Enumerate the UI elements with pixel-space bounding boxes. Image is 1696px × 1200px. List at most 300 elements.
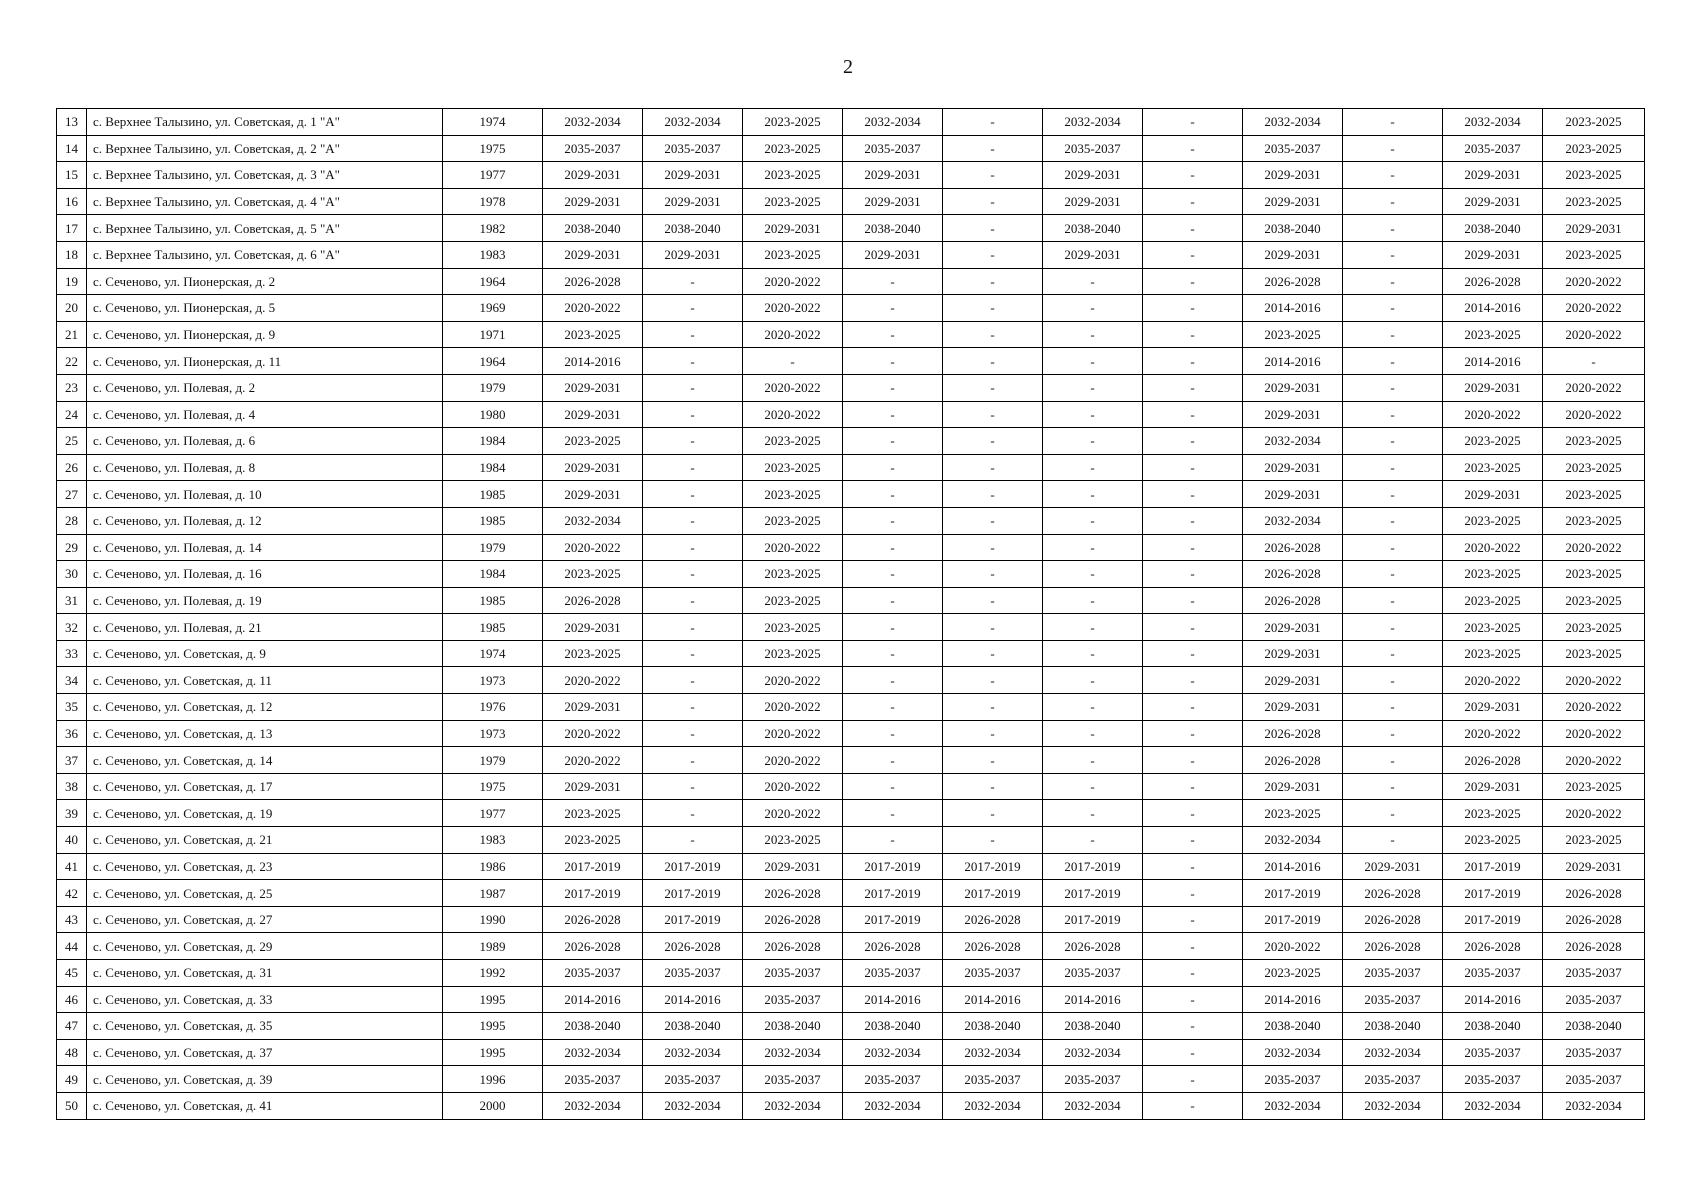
address-cell: с. Сеченово, ул. Советская, д. 14 (87, 747, 443, 774)
period-cell-10: 2029-2031 (1443, 374, 1543, 401)
build-year-cell: 1990 (443, 906, 543, 933)
row-number-cell: 22 (57, 348, 87, 375)
period-cell-10: 2023-2025 (1443, 321, 1543, 348)
period-cell-3: 2035-2037 (743, 960, 843, 987)
period-cell-3: 2029-2031 (743, 853, 843, 880)
period-cell-8: 2023-2025 (1243, 321, 1343, 348)
period-cell-4: - (843, 295, 943, 322)
period-cell-3: 2020-2022 (743, 374, 843, 401)
period-cell-10: 2014-2016 (1443, 295, 1543, 322)
period-cell-10: 2023-2025 (1443, 561, 1543, 588)
period-cell-11: 2020-2022 (1543, 374, 1645, 401)
period-cell-11: 2035-2037 (1543, 1039, 1645, 1066)
period-cell-9: - (1343, 800, 1443, 827)
period-cell-8: 2029-2031 (1243, 374, 1343, 401)
period-cell-9: 2029-2031 (1343, 853, 1443, 880)
period-cell-11: 2020-2022 (1543, 401, 1645, 428)
period-cell-3: 2035-2037 (743, 986, 843, 1013)
period-cell-5: - (943, 827, 1043, 854)
period-cell-10: 2032-2034 (1443, 1092, 1543, 1119)
period-cell-5: - (943, 534, 1043, 561)
period-cell-4: - (843, 614, 943, 641)
period-cell-4: - (843, 507, 943, 534)
period-cell-9: - (1343, 507, 1443, 534)
period-cell-8: 2029-2031 (1243, 481, 1343, 508)
row-number-cell: 41 (57, 853, 87, 880)
period-cell-8: 2029-2031 (1243, 454, 1343, 481)
period-cell-8: 2032-2034 (1243, 1039, 1343, 1066)
build-year-cell: 1976 (443, 694, 543, 721)
period-cell-6: - (1043, 401, 1143, 428)
table-row (57, 694, 1645, 721)
period-cell-5: - (943, 401, 1043, 428)
period-cell-11: 2023-2025 (1543, 135, 1645, 162)
period-cell-11: 2020-2022 (1543, 295, 1645, 322)
period-cell-2: - (643, 773, 743, 800)
period-cell-11: 2020-2022 (1543, 321, 1645, 348)
table-row (57, 853, 1645, 880)
period-cell-2: 2014-2016 (643, 986, 743, 1013)
period-cell-11: 2020-2022 (1543, 694, 1645, 721)
address-cell: с. Сеченово, ул. Советская, д. 11 (87, 667, 443, 694)
period-cell-8: 2014-2016 (1243, 853, 1343, 880)
period-cell-7: - (1143, 1013, 1243, 1040)
period-cell-11: 2023-2025 (1543, 109, 1645, 136)
period-cell-9: - (1343, 374, 1443, 401)
row-number-cell: 44 (57, 933, 87, 960)
address-cell: с. Сеченово, ул. Советская, д. 19 (87, 800, 443, 827)
period-cell-2: - (643, 507, 743, 534)
table-row (57, 906, 1645, 933)
period-cell-5: 2038-2040 (943, 1013, 1043, 1040)
period-cell-1: 2029-2031 (543, 241, 643, 268)
period-cell-11: 2020-2022 (1543, 720, 1645, 747)
period-cell-11: 2029-2031 (1543, 215, 1645, 242)
period-cell-10: 2023-2025 (1443, 640, 1543, 667)
table-row (57, 109, 1645, 136)
period-cell-11: 2038-2040 (1543, 1013, 1645, 1040)
build-year-cell: 1995 (443, 986, 543, 1013)
period-cell-8: 2029-2031 (1243, 162, 1343, 189)
period-cell-3: 2023-2025 (743, 241, 843, 268)
row-number-cell: 45 (57, 960, 87, 987)
period-cell-3: 2023-2025 (743, 561, 843, 588)
period-cell-1: 2029-2031 (543, 481, 643, 508)
period-cell-4: 2029-2031 (843, 162, 943, 189)
period-cell-1: 2032-2034 (543, 507, 643, 534)
period-cell-3: 2026-2028 (743, 906, 843, 933)
row-number-cell: 32 (57, 614, 87, 641)
period-cell-1: 2038-2040 (543, 215, 643, 242)
period-cell-7: - (1143, 1092, 1243, 1119)
address-cell: с. Сеченово, ул. Полевая, д. 10 (87, 481, 443, 508)
period-cell-9: - (1343, 109, 1443, 136)
build-year-cell: 1977 (443, 162, 543, 189)
build-year-cell: 1973 (443, 720, 543, 747)
period-cell-7: - (1143, 986, 1243, 1013)
period-cell-9: 2026-2028 (1343, 933, 1443, 960)
row-number-cell: 49 (57, 1066, 87, 1093)
period-cell-2: - (643, 481, 743, 508)
period-cell-1: 2014-2016 (543, 986, 643, 1013)
period-cell-6: 2029-2031 (1043, 241, 1143, 268)
period-cell-9: - (1343, 401, 1443, 428)
period-cell-8: 2029-2031 (1243, 401, 1343, 428)
table-row (57, 348, 1645, 375)
period-cell-10: 2023-2025 (1443, 507, 1543, 534)
table-row (57, 481, 1645, 508)
period-cell-2: - (643, 694, 743, 721)
period-cell-10: 2035-2037 (1443, 960, 1543, 987)
build-year-cell: 1964 (443, 268, 543, 295)
period-cell-10: 2035-2037 (1443, 1039, 1543, 1066)
period-cell-2: 2038-2040 (643, 1013, 743, 1040)
period-cell-9: 2035-2037 (1343, 986, 1443, 1013)
period-cell-11: 2023-2025 (1543, 640, 1645, 667)
period-cell-8: 2020-2022 (1243, 933, 1343, 960)
period-cell-6: 2035-2037 (1043, 1066, 1143, 1093)
period-cell-3: 2023-2025 (743, 162, 843, 189)
table-row (57, 162, 1645, 189)
address-cell: с. Верхнее Талызино, ул. Советская, д. 6 "А" (87, 241, 443, 268)
table-row (57, 507, 1645, 534)
period-cell-10: 2023-2025 (1443, 454, 1543, 481)
period-cell-10: 2014-2016 (1443, 348, 1543, 375)
period-cell-4: 2029-2031 (843, 241, 943, 268)
address-cell: с. Сеченово, ул. Полевая, д. 2 (87, 374, 443, 401)
build-year-cell: 1974 (443, 109, 543, 136)
period-cell-5: 2014-2016 (943, 986, 1043, 1013)
period-cell-10: 2023-2025 (1443, 587, 1543, 614)
housing-repair-schedule-table (56, 108, 1645, 1120)
period-cell-2: 2032-2034 (643, 1092, 743, 1119)
address-cell: с. Верхнее Талызино, ул. Советская, д. 2 "А" (87, 135, 443, 162)
period-cell-8: 2023-2025 (1243, 960, 1343, 987)
period-cell-11: 2023-2025 (1543, 587, 1645, 614)
period-cell-11: 2035-2037 (1543, 986, 1645, 1013)
period-cell-10: 2023-2025 (1443, 827, 1543, 854)
period-cell-7: - (1143, 720, 1243, 747)
period-cell-11: - (1543, 348, 1645, 375)
period-cell-7: - (1143, 268, 1243, 295)
build-year-cell: 1995 (443, 1013, 543, 1040)
build-year-cell: 1975 (443, 135, 543, 162)
build-year-cell: 1980 (443, 401, 543, 428)
period-cell-10: 2017-2019 (1443, 906, 1543, 933)
row-number-cell: 14 (57, 135, 87, 162)
period-cell-9: - (1343, 454, 1443, 481)
table-row (57, 215, 1645, 242)
period-cell-1: 2029-2031 (543, 401, 643, 428)
period-cell-9: - (1343, 720, 1443, 747)
period-cell-7: - (1143, 640, 1243, 667)
period-cell-1: 2026-2028 (543, 933, 643, 960)
period-cell-9: - (1343, 773, 1443, 800)
table-row (57, 747, 1645, 774)
period-cell-2: 2017-2019 (643, 880, 743, 907)
period-cell-5: 2026-2028 (943, 933, 1043, 960)
build-year-cell: 1964 (443, 348, 543, 375)
table-row (57, 667, 1645, 694)
table-row (57, 827, 1645, 854)
period-cell-7: - (1143, 561, 1243, 588)
period-cell-11: 2023-2025 (1543, 241, 1645, 268)
period-cell-5: - (943, 135, 1043, 162)
period-cell-11: 2020-2022 (1543, 667, 1645, 694)
address-cell: с. Сеченово, ул. Советская, д. 35 (87, 1013, 443, 1040)
period-cell-9: - (1343, 561, 1443, 588)
period-cell-5: - (943, 507, 1043, 534)
period-cell-11: 2023-2025 (1543, 481, 1645, 508)
period-cell-11: 2020-2022 (1543, 747, 1645, 774)
row-number-cell: 34 (57, 667, 87, 694)
period-cell-2: - (643, 295, 743, 322)
address-cell: с. Сеченово, ул. Советская, д. 25 (87, 880, 443, 907)
period-cell-5: 2032-2034 (943, 1092, 1043, 1119)
period-cell-6: 2017-2019 (1043, 853, 1143, 880)
period-cell-8: 2029-2031 (1243, 241, 1343, 268)
period-cell-11: 2026-2028 (1543, 906, 1645, 933)
period-cell-3: 2023-2025 (743, 507, 843, 534)
period-cell-10: 2035-2037 (1443, 1066, 1543, 1093)
period-cell-3: 2023-2025 (743, 135, 843, 162)
period-cell-6: - (1043, 374, 1143, 401)
row-number-cell: 18 (57, 241, 87, 268)
period-cell-7: - (1143, 773, 1243, 800)
period-cell-2: 2035-2037 (643, 1066, 743, 1093)
build-year-cell: 1969 (443, 295, 543, 322)
table-row (57, 374, 1645, 401)
address-cell: с. Сеченово, ул. Полевая, д. 12 (87, 507, 443, 534)
period-cell-8: 2017-2019 (1243, 906, 1343, 933)
period-cell-5: - (943, 614, 1043, 641)
period-cell-8: 2035-2037 (1243, 135, 1343, 162)
address-cell: с. Сеченово, ул. Полевая, д. 14 (87, 534, 443, 561)
address-cell: с. Сеченово, ул. Полевая, д. 19 (87, 587, 443, 614)
address-cell: с. Сеченово, ул. Полевая, д. 6 (87, 428, 443, 455)
period-cell-3: 2038-2040 (743, 1013, 843, 1040)
address-cell: с. Сеченово, ул. Советская, д. 23 (87, 853, 443, 880)
period-cell-3: 2020-2022 (743, 800, 843, 827)
period-cell-7: - (1143, 1066, 1243, 1093)
period-cell-11: 2023-2025 (1543, 454, 1645, 481)
period-cell-1: 2032-2034 (543, 1039, 643, 1066)
address-cell: с. Сеченово, ул. Полевая, д. 4 (87, 401, 443, 428)
period-cell-5: 2017-2019 (943, 853, 1043, 880)
period-cell-7: - (1143, 534, 1243, 561)
period-cell-2: 2032-2034 (643, 109, 743, 136)
row-number-cell: 39 (57, 800, 87, 827)
period-cell-5: 2026-2028 (943, 906, 1043, 933)
period-cell-7: - (1143, 481, 1243, 508)
address-cell: с. Сеченово, ул. Советская, д. 21 (87, 827, 443, 854)
period-cell-4: - (843, 587, 943, 614)
period-cell-5: - (943, 321, 1043, 348)
table-row (57, 720, 1645, 747)
row-number-cell: 15 (57, 162, 87, 189)
period-cell-6: - (1043, 428, 1143, 455)
period-cell-4: - (843, 640, 943, 667)
period-cell-8: 2032-2034 (1243, 428, 1343, 455)
period-cell-8: 2029-2031 (1243, 614, 1343, 641)
period-cell-1: 2032-2034 (543, 109, 643, 136)
period-cell-10: 2017-2019 (1443, 853, 1543, 880)
period-cell-1: 2026-2028 (543, 587, 643, 614)
period-cell-8: 2017-2019 (1243, 880, 1343, 907)
period-cell-6: 2026-2028 (1043, 933, 1143, 960)
table-row (57, 1066, 1645, 1093)
build-year-cell: 1992 (443, 960, 543, 987)
period-cell-3: 2026-2028 (743, 880, 843, 907)
period-cell-11: 2023-2025 (1543, 162, 1645, 189)
build-year-cell: 1995 (443, 1039, 543, 1066)
period-cell-11: 2032-2034 (1543, 1092, 1645, 1119)
period-cell-8: 2029-2031 (1243, 667, 1343, 694)
period-cell-3: 2023-2025 (743, 640, 843, 667)
period-cell-8: 2038-2040 (1243, 215, 1343, 242)
period-cell-6: - (1043, 348, 1143, 375)
period-cell-9: 2038-2040 (1343, 1013, 1443, 1040)
period-cell-10: 2029-2031 (1443, 188, 1543, 215)
period-cell-10: 2035-2037 (1443, 135, 1543, 162)
period-cell-4: - (843, 720, 943, 747)
period-cell-4: 2017-2019 (843, 880, 943, 907)
period-cell-11: 2020-2022 (1543, 534, 1645, 561)
period-cell-9: - (1343, 188, 1443, 215)
period-cell-10: 2023-2025 (1443, 614, 1543, 641)
period-cell-7: - (1143, 614, 1243, 641)
period-cell-10: 2026-2028 (1443, 268, 1543, 295)
row-number-cell: 17 (57, 215, 87, 242)
row-number-cell: 50 (57, 1092, 87, 1119)
period-cell-7: - (1143, 109, 1243, 136)
period-cell-11: 2023-2025 (1543, 614, 1645, 641)
row-number-cell: 43 (57, 906, 87, 933)
period-cell-1: 2023-2025 (543, 640, 643, 667)
table-row (57, 401, 1645, 428)
period-cell-8: 2023-2025 (1243, 800, 1343, 827)
build-year-cell: 2000 (443, 1092, 543, 1119)
period-cell-5: - (943, 428, 1043, 455)
period-cell-5: - (943, 720, 1043, 747)
period-cell-6: - (1043, 268, 1143, 295)
row-number-cell: 48 (57, 1039, 87, 1066)
period-cell-2: 2035-2037 (643, 960, 743, 987)
period-cell-1: 2014-2016 (543, 348, 643, 375)
period-cell-2: - (643, 747, 743, 774)
period-cell-6: - (1043, 614, 1143, 641)
period-cell-7: - (1143, 428, 1243, 455)
period-cell-6: 2038-2040 (1043, 215, 1143, 242)
period-cell-7: - (1143, 880, 1243, 907)
build-year-cell: 1987 (443, 880, 543, 907)
period-cell-9: 2032-2034 (1343, 1039, 1443, 1066)
period-cell-11: 2023-2025 (1543, 827, 1645, 854)
period-cell-2: - (643, 561, 743, 588)
address-cell: с. Сеченово, ул. Советская, д. 17 (87, 773, 443, 800)
period-cell-9: - (1343, 295, 1443, 322)
period-cell-4: 2032-2034 (843, 1092, 943, 1119)
table-row (57, 614, 1645, 641)
period-cell-1: 2020-2022 (543, 747, 643, 774)
period-cell-2: 2038-2040 (643, 215, 743, 242)
period-cell-9: - (1343, 614, 1443, 641)
period-cell-4: - (843, 827, 943, 854)
period-cell-3: 2020-2022 (743, 268, 843, 295)
period-cell-6: 2035-2037 (1043, 135, 1143, 162)
build-year-cell: 1985 (443, 587, 543, 614)
address-cell: с. Сеченово, ул. Полевая, д. 16 (87, 561, 443, 588)
address-cell: с. Верхнее Талызино, ул. Советская, д. 1 "А" (87, 109, 443, 136)
build-year-cell: 1974 (443, 640, 543, 667)
period-cell-2: 2017-2019 (643, 906, 743, 933)
row-number-cell: 16 (57, 188, 87, 215)
period-cell-9: - (1343, 348, 1443, 375)
period-cell-6: 2029-2031 (1043, 162, 1143, 189)
period-cell-6: 2017-2019 (1043, 880, 1143, 907)
period-cell-10: 2038-2040 (1443, 1013, 1543, 1040)
period-cell-7: - (1143, 667, 1243, 694)
period-cell-7: - (1143, 374, 1243, 401)
period-cell-11: 2023-2025 (1543, 507, 1645, 534)
build-year-cell: 1984 (443, 454, 543, 481)
period-cell-11: 2023-2025 (1543, 773, 1645, 800)
period-cell-10: 2017-2019 (1443, 880, 1543, 907)
period-cell-4: - (843, 773, 943, 800)
period-cell-3: 2020-2022 (743, 747, 843, 774)
build-year-cell: 1973 (443, 667, 543, 694)
period-cell-7: - (1143, 321, 1243, 348)
address-cell: с. Сеченово, ул. Советская, д. 12 (87, 694, 443, 721)
period-cell-8: 2014-2016 (1243, 295, 1343, 322)
table-row (57, 321, 1645, 348)
period-cell-8: 2035-2037 (1243, 1066, 1343, 1093)
period-cell-3: 2029-2031 (743, 215, 843, 242)
period-cell-4: 2035-2037 (843, 1066, 943, 1093)
period-cell-1: 2035-2037 (543, 1066, 643, 1093)
period-cell-4: 2035-2037 (843, 960, 943, 987)
period-cell-3: 2020-2022 (743, 295, 843, 322)
period-cell-1: 2029-2031 (543, 374, 643, 401)
period-cell-3: 2023-2025 (743, 428, 843, 455)
period-cell-5: 2035-2037 (943, 960, 1043, 987)
period-cell-6: - (1043, 667, 1143, 694)
period-cell-9: - (1343, 667, 1443, 694)
period-cell-2: 2029-2031 (643, 188, 743, 215)
period-cell-4: 2038-2040 (843, 215, 943, 242)
period-cell-2: - (643, 614, 743, 641)
row-number-cell: 47 (57, 1013, 87, 1040)
period-cell-9: - (1343, 534, 1443, 561)
period-cell-6: 2032-2034 (1043, 1039, 1143, 1066)
period-cell-1: 2029-2031 (543, 188, 643, 215)
period-cell-2: - (643, 348, 743, 375)
address-cell: с. Верхнее Талызино, ул. Советская, д. 5 "А" (87, 215, 443, 242)
period-cell-10: 2026-2028 (1443, 747, 1543, 774)
period-cell-9: - (1343, 135, 1443, 162)
table-row (57, 960, 1645, 987)
period-cell-1: 2023-2025 (543, 321, 643, 348)
period-cell-10: 2020-2022 (1443, 720, 1543, 747)
table-row (57, 773, 1645, 800)
period-cell-9: - (1343, 268, 1443, 295)
period-cell-3: 2020-2022 (743, 694, 843, 721)
period-cell-5: - (943, 800, 1043, 827)
period-cell-10: 2023-2025 (1443, 428, 1543, 455)
period-cell-2: - (643, 587, 743, 614)
period-cell-8: 2026-2028 (1243, 747, 1343, 774)
period-cell-5: 2017-2019 (943, 880, 1043, 907)
